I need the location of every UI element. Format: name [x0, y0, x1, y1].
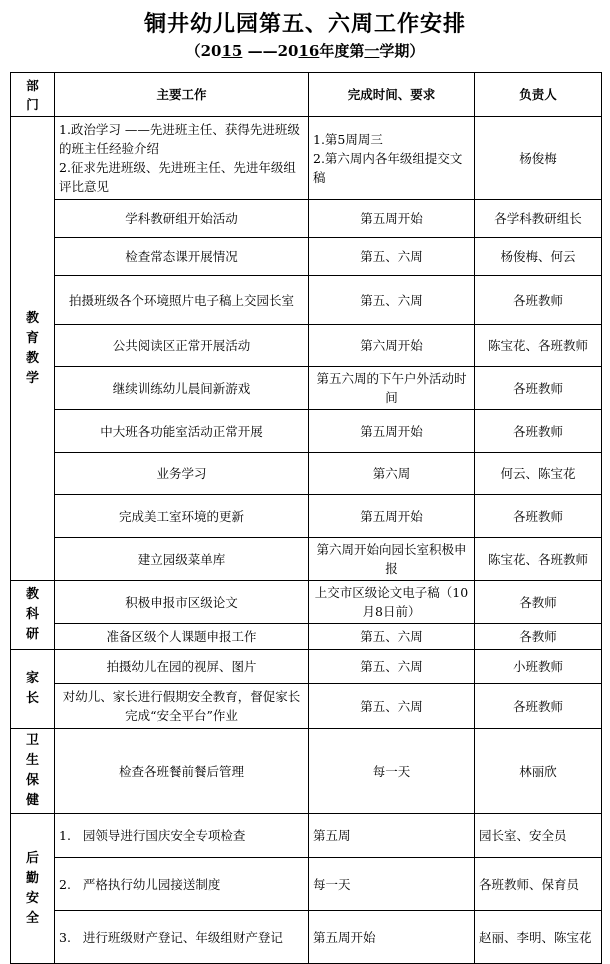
table-row	[11, 325, 602, 367]
task-cell: 1. 园领导进行国庆安全专项检查	[55, 814, 309, 858]
table-row	[11, 276, 602, 325]
table-row	[11, 410, 602, 453]
table-row	[11, 200, 602, 238]
time-cell: 第五周开始	[309, 495, 475, 538]
dept-education: 教育教学	[11, 117, 55, 581]
time-cell: 第五、六周	[309, 624, 475, 650]
time-cell: 第五六周的下午户外活动时间	[309, 367, 475, 410]
subtitle-mid: ——20	[242, 42, 299, 60]
task-cell: 拍摄幼儿在园的视屏、图片	[55, 650, 309, 684]
header-time: 完成时间、要求	[309, 73, 475, 117]
dept-parents: 家长	[11, 650, 55, 729]
task-cell: 继续训练幼儿晨间新游戏	[55, 367, 309, 410]
table-row	[11, 367, 602, 410]
time-cell: 第五周开始	[309, 200, 475, 238]
time-cell: 第五周开始	[309, 911, 475, 964]
table-row	[11, 858, 602, 911]
time-cell: 第五、六周	[309, 276, 475, 325]
table-row	[11, 538, 602, 581]
task-cell: 公共阅读区正常开展活动	[55, 325, 309, 367]
task-cell: 2. 严格执行幼儿园接送制度	[55, 858, 309, 911]
table-row	[11, 453, 602, 495]
time-cell: 第六周开始	[309, 325, 475, 367]
table-row	[11, 495, 602, 538]
time-cell: 第五周开始	[309, 410, 475, 453]
task-cell: 3. 进行班级财产登记、年级组财产登记	[55, 911, 309, 964]
task-cell: 对幼儿、家长进行假期安全教育，督促家长完成“安全平台”作业	[55, 684, 309, 729]
owner-cell: 各教师	[475, 581, 602, 624]
owner-cell: 陈宝花、各班教师	[475, 538, 602, 581]
task-cell: 完成美工室环境的更新	[55, 495, 309, 538]
subtitle-term: 一	[364, 42, 380, 60]
table-row	[11, 117, 602, 200]
subtitle-open: （20	[185, 42, 222, 60]
task-cell: 积极申报市区级论文	[55, 581, 309, 624]
time-cell: 第五、六周	[309, 650, 475, 684]
subtitle-close: 学期）	[379, 42, 425, 60]
table-row	[11, 650, 602, 684]
owner-cell: 各班教师	[475, 684, 602, 729]
owner-cell: 陈宝花、各班教师	[475, 325, 602, 367]
task-cell: 中大班各功能室活动正常开展	[55, 410, 309, 453]
header-task: 主要工作	[55, 73, 309, 117]
dept-health: 卫生保健	[11, 729, 55, 814]
table-row	[11, 624, 602, 650]
dept-logistics: 后勤安全	[11, 814, 55, 964]
task-cell: 检查各班餐前餐后管理	[55, 729, 309, 814]
table-row	[11, 814, 602, 858]
header-row	[11, 73, 602, 117]
page-title: 铜井幼儿园第五、六周工作安排	[143, 11, 466, 37]
subtitle-year1: 15	[221, 42, 243, 60]
subtitle-year-suffix: 年度第	[319, 42, 365, 60]
owner-cell: 各班教师	[475, 276, 602, 325]
task-cell: 业务学习	[55, 453, 309, 495]
owner-cell: 各班教师	[475, 410, 602, 453]
table-row	[11, 238, 602, 276]
owner-cell: 杨俊梅、何云	[475, 238, 602, 276]
task-cell: 学科教研组开始活动	[55, 200, 309, 238]
owner-cell: 各学科教研组长	[475, 200, 602, 238]
task-cell: 建立园级菜单库	[55, 538, 309, 581]
owner-cell: 各班教师	[475, 367, 602, 410]
header-owner: 负责人	[475, 73, 602, 117]
task-cell: 拍摄班级各个环境照片电子稿上交园长室	[55, 276, 309, 325]
page-subtitle	[0, 38, 610, 64]
owner-cell: 各班教师、保育员	[475, 858, 602, 911]
table-row	[11, 729, 602, 814]
owner-cell: 各教师	[475, 624, 602, 650]
time-cell: 1.第5周周三 2.第六周内各年级组提交文稿	[309, 117, 475, 200]
header-dept: 部门	[11, 73, 55, 117]
owner-cell: 杨俊梅	[475, 117, 602, 200]
time-cell: 第六周	[309, 453, 475, 495]
time-cell: 上交市区级论文电子稿（10月8日前）	[309, 581, 475, 624]
owner-cell: 何云、陈宝花	[475, 453, 602, 495]
time-cell: 第五周	[309, 814, 475, 858]
task-cell: 检查常态课开展情况	[55, 238, 309, 276]
owner-cell: 林丽欣	[475, 729, 602, 814]
time-cell: 第五、六周	[309, 238, 475, 276]
time-cell: 第五、六周	[309, 684, 475, 729]
task-cell: 1.政治学习 ——先进班主任、获得先进班级的班主任经验介绍 2.征求先进班级、先进班主任、先进年级组评比意见	[55, 117, 309, 200]
table-row	[11, 911, 602, 964]
owner-cell: 赵丽、李明、陈宝花	[475, 911, 602, 964]
owner-cell: 园长室、安全员	[475, 814, 602, 858]
task-cell: 准备区级个人课题申报工作	[55, 624, 309, 650]
schedule-table	[10, 72, 602, 964]
subtitle-year2: 16	[298, 42, 320, 60]
table-row	[11, 684, 602, 729]
time-cell: 第六周开始向园长室积极申报	[309, 538, 475, 581]
table-row	[11, 581, 602, 624]
time-cell: 每一天	[309, 858, 475, 911]
time-cell: 每一天	[309, 729, 475, 814]
owner-cell: 各班教师	[475, 495, 602, 538]
dept-research: 教科研	[11, 581, 55, 650]
owner-cell: 小班教师	[475, 650, 602, 684]
